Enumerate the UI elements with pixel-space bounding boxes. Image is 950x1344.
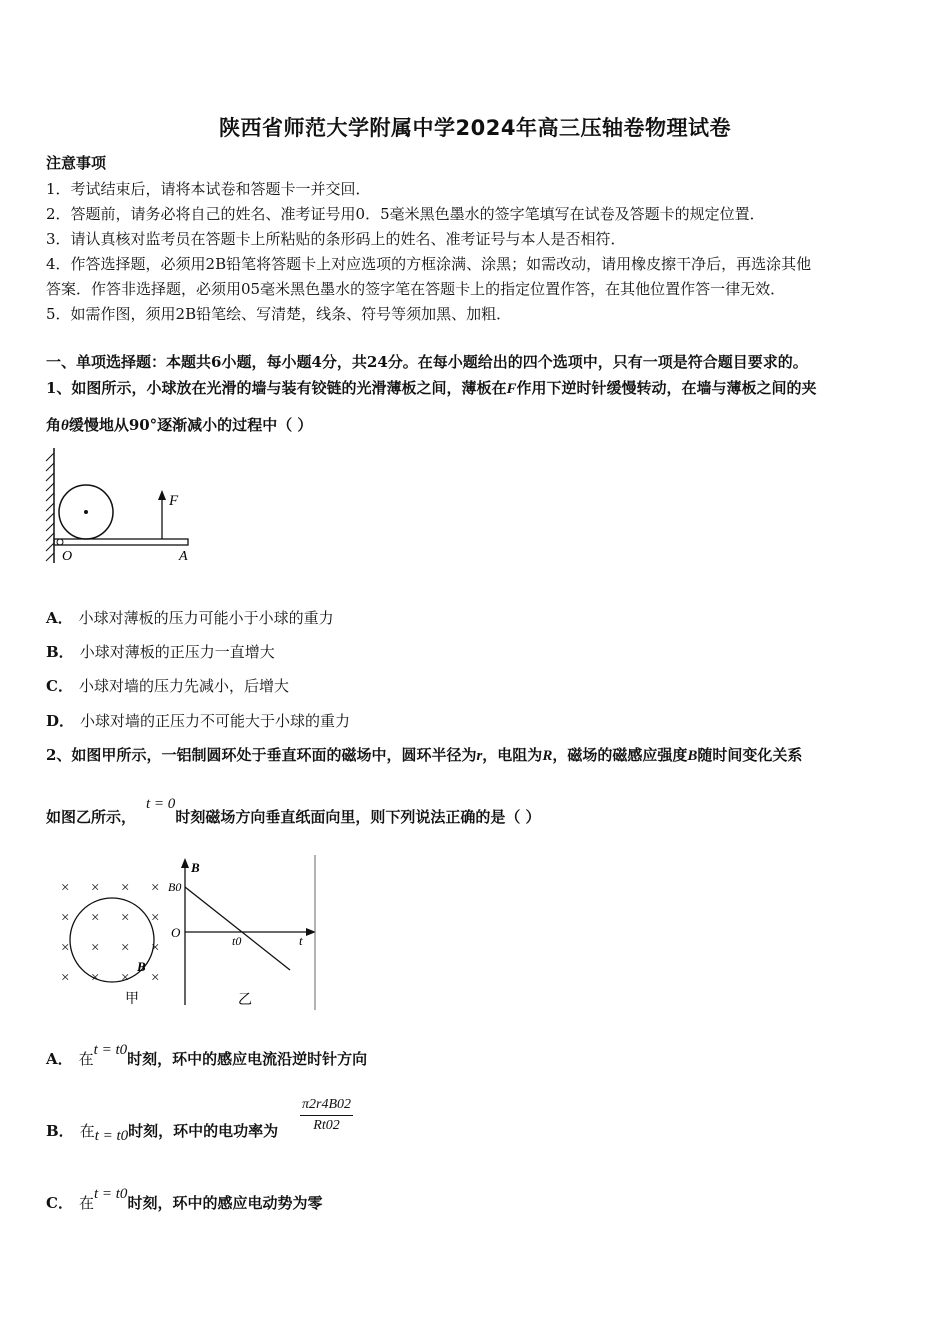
section-heading: 一、单项选择题：本题共6小题，每小题4分，共24分。在每小题给出的四个选项中，只有一项是符合题目要求的。 bbox=[46, 353, 808, 371]
svg-text:×: × bbox=[151, 970, 160, 986]
notice-item: 答案．作答非选择题，必须用05毫米黑色墨水的签字笔在答题卡上的指定位置作答，在其他位置作答一律无效． bbox=[46, 280, 786, 298]
svg-text:×: × bbox=[91, 940, 100, 956]
notice-item: 2．答题前，请务必将自己的姓名、准考证号用0．5毫米黑色墨水的签字笔填写在试卷及答题卡的规定位置． bbox=[46, 205, 765, 223]
fraction-denominator: Rt02 bbox=[313, 1118, 340, 1133]
notice-heading: 注意事项 bbox=[46, 154, 107, 172]
svg-text:×: × bbox=[151, 880, 160, 896]
q1-option-b[interactable]: B． 小球对薄板的正压力一直增大 bbox=[46, 643, 275, 661]
notice-item: 3．请认真核对监考员在答题卡上所粘贴的条形码上的姓名、准考证号与本人是否相符． bbox=[46, 230, 626, 248]
svg-text:×: × bbox=[121, 940, 130, 956]
svg-text:B: B bbox=[191, 860, 200, 875]
svg-text:×: × bbox=[61, 970, 70, 986]
q1-stem-line2: 角θ缓慢地从90°逐渐减小的过程中（ ） bbox=[46, 416, 313, 434]
q2-stem-line1: 2、如图甲所示，一铝制圆环处于垂直环面的磁场中，圆环半径为r，电阻为R，磁场的磁感应强度B随时间变化关系 bbox=[46, 746, 803, 764]
q1-option-c[interactable]: C． 小球对墙的压力先减小，后增大 bbox=[46, 677, 289, 695]
svg-text:×: × bbox=[91, 910, 100, 926]
page-title: 陕西省师范大学附属中学2024年高三压轴卷物理试卷 bbox=[219, 116, 731, 140]
q2-option-a[interactable]: A． 在t = t0时刻，环中的感应电流沿逆时针方向 bbox=[46, 1042, 368, 1068]
q2-figure-yi bbox=[168, 855, 323, 1010]
svg-text:甲: 甲 bbox=[125, 992, 139, 1007]
notice-item: 5．如需作图，须用2B铅笔绘、写清楚，线条、符号等须加黑、加粗． bbox=[46, 305, 512, 323]
svg-text:×: × bbox=[91, 970, 100, 986]
q1-figure bbox=[40, 445, 200, 570]
svg-text:×: × bbox=[61, 880, 70, 896]
svg-text:×: × bbox=[121, 910, 130, 926]
q2-power-fraction bbox=[300, 1097, 353, 1134]
svg-text:t: t bbox=[299, 933, 303, 948]
notice-item: 4．作答选择题，必须用2B铅笔将答题卡上对应选项的方框涂满、涂黑；如需改动，请用橡皮擦干净后，再选涂其他 bbox=[46, 255, 812, 273]
svg-text:O: O bbox=[62, 549, 73, 564]
svg-text:×: × bbox=[61, 940, 70, 956]
q1-option-a[interactable]: A． 小球对薄板的压力可能小于小球的重力 bbox=[46, 609, 334, 627]
q2-stem-line2: 如图乙所示，t = 0时刻磁场方向垂直纸面向里，则下列说法正确的是（ ） bbox=[46, 796, 541, 826]
q2-figure-jia bbox=[55, 872, 180, 1008]
svg-text:A: A bbox=[179, 549, 188, 564]
svg-text:乙: 乙 bbox=[238, 993, 252, 1008]
svg-text:×: × bbox=[61, 910, 70, 926]
q2-option-c[interactable]: C． 在t = t0时刻，环中的感应电动势为零 bbox=[46, 1186, 323, 1212]
svg-text:×: × bbox=[121, 880, 130, 896]
b-t-line bbox=[185, 887, 290, 970]
notice-item: 1．考试结束后，请将本试卷和答题卡一并交回． bbox=[46, 180, 371, 198]
svg-text:×: × bbox=[151, 940, 160, 956]
q1-option-d[interactable]: D． 小球对墙的正压力不可能大于小球的重力 bbox=[46, 712, 351, 730]
svg-text:×: × bbox=[91, 880, 100, 896]
svg-text:O: O bbox=[171, 925, 181, 940]
svg-text:B0: B0 bbox=[168, 880, 182, 894]
board bbox=[54, 539, 188, 545]
q2-option-b[interactable]: B． 在t = t0时刻，环中的电功率为 bbox=[46, 1122, 279, 1144]
svg-text:t0: t0 bbox=[232, 934, 242, 948]
svg-text:F: F bbox=[169, 493, 179, 509]
svg-text:×: × bbox=[151, 910, 160, 926]
svg-text:×: × bbox=[121, 970, 130, 986]
fraction-numerator: π2r4B02 bbox=[300, 1097, 353, 1116]
q1-stem-line1: 1、如图所示，小球放在光滑的墙与装有铰链的光滑薄板之间，薄板在F作用下逆时针缓慢转动，在墙与薄板之间的夹 bbox=[46, 379, 817, 397]
svg-text:B: B bbox=[137, 959, 146, 974]
